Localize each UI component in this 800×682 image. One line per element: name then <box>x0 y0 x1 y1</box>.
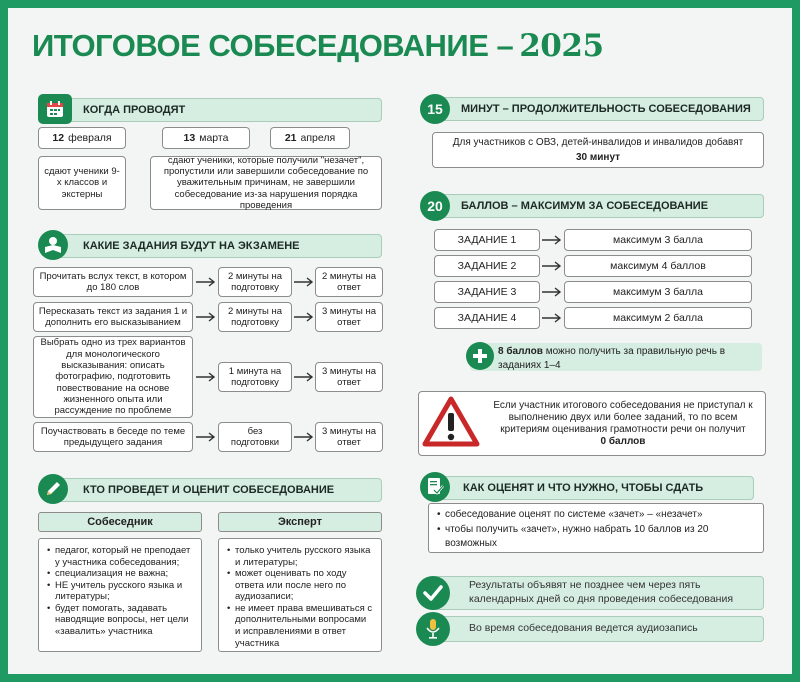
list-item: • специализация не важна; <box>47 568 193 580</box>
section-header-tasks: КАКИЕ ЗАДАНИЯ БУДУТ НА ЭКЗАМЕНЕ <box>50 234 382 258</box>
task-1-prep: 2 минуты на подготовку <box>218 267 292 297</box>
list-item: • НЕ учитель русского языка и литературы; <box>47 580 193 603</box>
task-1-desc: Прочитать вслух текст, в котором до 180 слов <box>33 267 193 297</box>
number-20-badge: 20 <box>420 191 450 221</box>
list-item: • будет помогать, задавать наводящие вопросы, нет цели «завалить» участника <box>47 603 193 638</box>
arrow-right-icon <box>541 234 563 246</box>
plus-icon <box>466 342 494 370</box>
arrow-right-icon <box>195 431 217 443</box>
task-1-answer: 2 минуты на ответ <box>315 267 383 297</box>
points-task-4: ЗАДАНИЕ 4 <box>434 307 540 329</box>
list-item: • собеседование оценят по системе «зачет» – «незачет» <box>437 508 755 523</box>
date-feb: 12 февраля <box>38 127 126 149</box>
points-max-2: максимум 4 баллов <box>564 255 752 277</box>
reader-icon <box>38 230 68 260</box>
list-item: • может оценивать по ходу ответа или после него по аудиозаписи; <box>227 568 373 603</box>
warning-box: Если участник итогового собеседования не приступал к выполнению двух или более заданий, то по всем критериям оценивания грамотности речи он получит 0 баллов <box>418 391 766 456</box>
list-item: • педагог, который не преподает у участника собеседования; <box>47 545 193 568</box>
results-note: Результаты объявят не позднее чем через пять календарных дней со дня проведения собеседования <box>428 576 764 610</box>
arrow-right-icon <box>293 311 315 323</box>
list-item: • чтобы получить «зачет», нужно набрать 10 баллов из 20 возможных <box>437 523 755 552</box>
group-main: сдают ученики 9-х классов и экстерны <box>38 156 126 210</box>
document-check-icon <box>420 472 450 502</box>
warning-icon <box>422 396 480 448</box>
pencil-icon <box>38 474 68 504</box>
checkmark-icon <box>416 576 450 610</box>
arrow-right-icon <box>195 276 217 288</box>
eval-list <box>428 503 764 553</box>
task-4-desc: Поучаствовать в беседе по теме предыдущего задания <box>33 422 193 452</box>
arrow-right-icon <box>541 260 563 272</box>
expert-header: Эксперт <box>218 512 382 532</box>
task-2-prep: 2 минуты на подготовку <box>218 302 292 332</box>
arrow-right-icon <box>541 286 563 298</box>
list-item: • не имеет права вмешиваться с дополнительными вопросами и исправлениями в ответ участника <box>227 603 373 649</box>
points-task-1: ЗАДАНИЕ 1 <box>434 229 540 251</box>
number-15-badge: 15 <box>420 94 450 124</box>
points-max-1: максимум 3 балла <box>564 229 752 251</box>
group-retake: сдают ученики, которые получили "незачет", пропустили или завершили собеседование по уважительным причинам, не завершили собеседование из-за нарушения порядка проведения <box>150 156 382 210</box>
task-2-desc: Пересказать текст из задания 1 и дополнить его высказыванием <box>33 302 193 332</box>
points-task-2: ЗАДАНИЕ 2 <box>434 255 540 277</box>
arrow-right-icon <box>293 276 315 288</box>
points-max-4: максимум 2 балла <box>564 307 752 329</box>
interlocutor-list <box>38 538 202 652</box>
calendar-icon <box>38 94 72 124</box>
task-3-prep: 1 минута на подготовку <box>218 362 292 392</box>
duration-note: Для участников с ОВЗ, детей-инвалидов и инвалидов добавят 30 минут <box>432 132 764 168</box>
arrow-right-icon <box>195 371 217 383</box>
section-header-eval: КАК ОЦЕНЯТ И ЧТО НУЖНО, ЧТОБЫ СДАТЬ <box>432 476 754 500</box>
task-3-answer: 3 минуты на ответ <box>315 362 383 392</box>
date-apr: 21 апреля <box>270 127 350 149</box>
page-title: ИТОГОВОЕ СОБЕСЕДОВАНИЕ – 2025 <box>32 28 604 64</box>
section-header-points: БАЛЛОВ – МАКСИМУМ ЗА СОБЕСЕДОВАНИЕ <box>432 194 764 218</box>
audio-note: Во время собеседования ведется аудиозапись <box>428 616 764 642</box>
points-max-3: максимум 3 балла <box>564 281 752 303</box>
task-4-prep: без подготовки <box>218 422 292 452</box>
section-header-who: КТО ПРОВЕДЕТ И ОЦЕНИТ СОБЕСЕДОВАНИЕ <box>50 478 382 502</box>
task-2-answer: 3 минуты на ответ <box>315 302 383 332</box>
arrow-right-icon <box>195 311 217 323</box>
section-header-duration: МИНУТ – ПРОДОЛЖИТЕЛЬНОСТЬ СОБЕСЕДОВАНИЯ <box>432 97 764 121</box>
list-item: • только учитель русского языка и литературы; <box>227 545 373 568</box>
date-mar: 13 марта <box>162 127 250 149</box>
task-3-desc: Выбрать одно из трех вариантов для монологического высказывания: описать фотографию, подготовить повествование на основе жизненного опыта или рассуждение по проблеме <box>33 336 193 418</box>
arrow-right-icon <box>293 371 315 383</box>
interlocutor-header: Собеседник <box>38 512 202 532</box>
expert-list <box>218 538 382 652</box>
task-4-answer: 3 минуты на ответ <box>315 422 383 452</box>
section-header-when: КОГДА ПРОВОДЯТ <box>50 98 382 122</box>
arrow-right-icon <box>541 312 563 324</box>
arrow-right-icon <box>293 431 315 443</box>
bonus-note: 8 баллов можно получить за правильную речь в заданиях 1–4 <box>470 343 762 371</box>
microphone-icon <box>416 612 450 646</box>
points-task-3: ЗАДАНИЕ 3 <box>434 281 540 303</box>
